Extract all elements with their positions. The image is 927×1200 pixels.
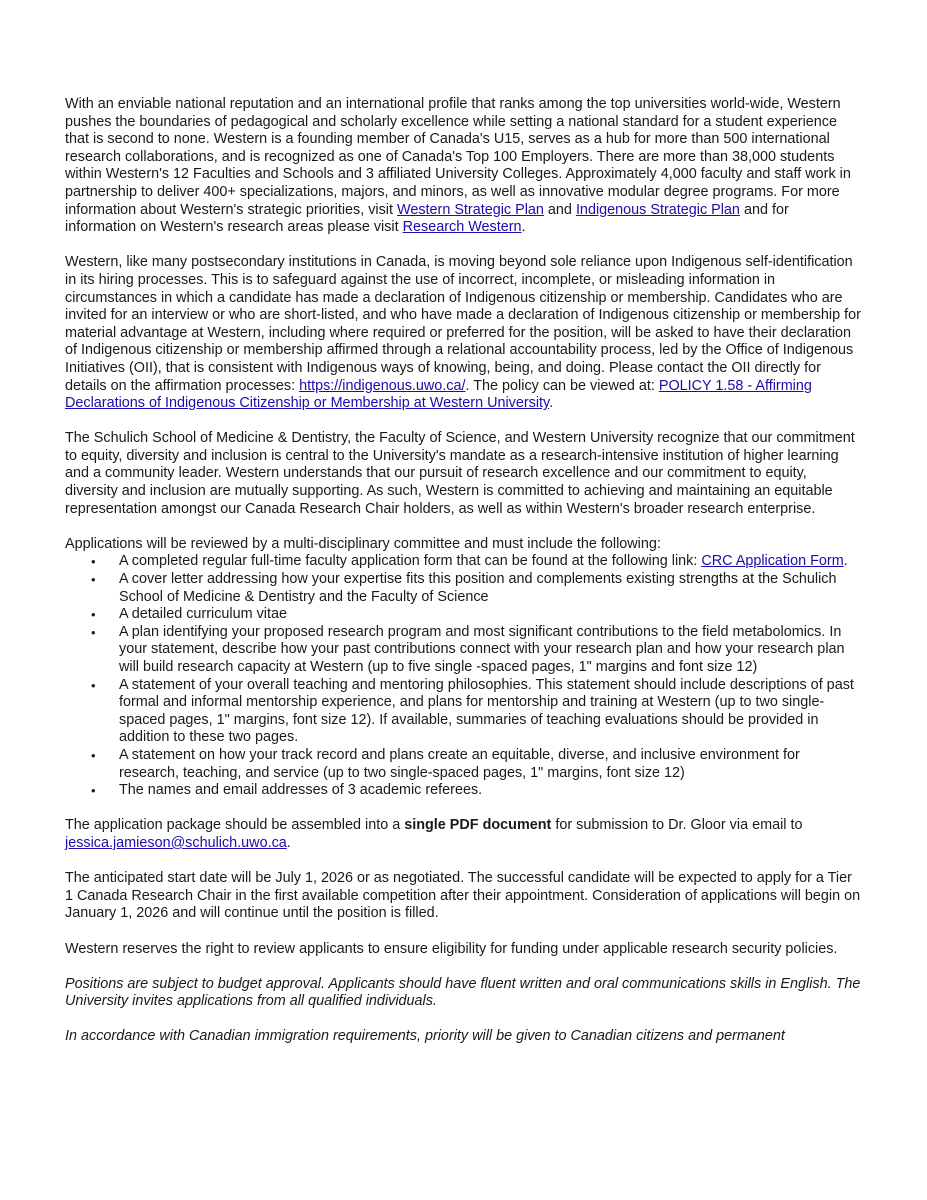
list-item — [65, 677, 862, 747]
bullet-icon: • — [91, 554, 96, 570]
list-item — [65, 782, 862, 800]
policy-1-58-link[interactable]: POLICY 1.58 - Affirming Declarations of Indigenous Citizenship or Membership at Western University — [65, 377, 812, 412]
list-item — [65, 747, 862, 782]
bullet-icon: • — [91, 607, 96, 623]
package-text: The application package should be assembled into a — [65, 817, 405, 834]
start-date-paragraph: The anticipated start date will be July 1, 2026 or as negotiated. The successful candidate will be expected to apply for a Tier 1 Canada Research Chair in the first available competition after their appointment. Consideration of applications will begin on January 1, 2026 and will continue until the position is filled. — [65, 870, 861, 922]
requirement-text: A plan identifying your proposed research program and most significant contributions to the field metabolomics. In your statement, describe how your past contributions connect with your research plan and how your research plan will build research capacity at Western (up to five single -spaced pages, 1" margins and font size 12) — [119, 623, 845, 675]
requirement-text: A detailed curriculum vitae — [119, 606, 287, 623]
affirmation-text-3: . — [549, 395, 554, 412]
requirement-text: A cover letter addressing how your expertise fits this position and complements existing strengths at the Schulich School of Medicine & Dentistry and the Faculty of Science — [119, 571, 837, 605]
overview-text-3: and for information on Western's research areas please visit — [65, 201, 789, 236]
list-item — [65, 624, 862, 677]
overview-text-4: . — [521, 219, 526, 236]
immigration-paragraph: In accordance with Canadian immigration requirements, priority will be given to Canadian citizens and permanent — [65, 1028, 785, 1045]
application-requirements-list — [65, 553, 862, 799]
requirement-text: A completed regular full-time faculty application form that can be found at the following link: — [119, 553, 702, 570]
indigenous-strategic-plan-link[interactable]: Indigenous Strategic Plan — [575, 201, 740, 218]
affirmation-text: Western, like many postsecondary institutions in Canada, is moving beyond sole reliance upon Indigenous self-identification in its hiring processes. This is to safeguard against the use of incorrect, incomplete, or misleading information in circumstances in which a candidate has made a declaration of Indigenous citizenship or membership. Candidates who are invited for an interview or who are short-listed, and who have made a declaration of Indigenous citizenship or membership for material advantage at Western, including where required or preferred for the position, will be asked to have their declaration of Indigenous citizenship or membership affirmed through a relational accountability process, led by the Office of Indigenous Initiatives (OII), that is consistent with Indigenous ways of knowing, being, and doing. Please contact the OII directly for details on the affirmation processes: — [65, 254, 861, 394]
affirmation-text-2: . The policy can be viewed at: — [465, 377, 659, 394]
research-security-paragraph: Western reserves the right to review applicants to ensure eligibility for funding under applicable research security policies. — [65, 940, 838, 957]
single-pdf-emphasis: single PDF document — [404, 817, 552, 834]
equity-paragraph: The Schulich School of Medicine & Dentistry, the Faculty of Science, and Western University recognize that our commitment to equity, diversity and inclusion is central to the University's mandate as a research-intensive institution of higher learning and a community leader. Western understands that our pursuit of research excellence and our commitment to equity, diversity and inclusion are mutually supporting. As such, Western is committed to achieving and maintaining an equitable representation amongst our Canada Research Chair holders, as well as within Western's broader research enterprise. — [65, 430, 855, 517]
list-item — [65, 571, 862, 606]
bullet-icon: • — [91, 624, 96, 640]
requirement-text: A statement on how your track record and plans create an equitable, diverse, and inclusive environment for research, teaching, and service (up to two single-spaced pages, 1" margins, font size 12) — [119, 746, 800, 781]
crc-application-form-link[interactable]: CRC Application Form — [701, 553, 844, 570]
document-body — [65, 96, 862, 1064]
requirement-text: A statement of your overall teaching and mentoring philosophies. This statement should include descriptions of past formal and informal mentorship experience, and plans for mentorship and training at Western (up to two single-spaced pages, 1" margins, font size 12). If available, summaries of teaching evaluations should be provided in addition to these two pages. — [119, 676, 854, 746]
research-western-link[interactable]: Research Western — [402, 219, 522, 236]
list-item — [65, 553, 862, 571]
bullet-icon: • — [91, 572, 96, 588]
contact-email-link[interactable]: jessica.jamieson@schulich.uwo.ca — [65, 834, 287, 851]
package-text-3: . — [286, 834, 291, 851]
indigenous-uwo-link[interactable]: https://indigenous.uwo.ca/ — [299, 377, 466, 394]
application-package-paragraph — [65, 817, 862, 852]
overview-text-2: and — [543, 201, 576, 218]
requirement-text-end: . — [843, 553, 848, 570]
budget-approval-paragraph: Positions are subject to budget approval. Applicants should have fluent written and oral communications skills in English. The University invites applications from all qualified individuals. — [65, 975, 861, 1010]
university-overview-paragraph — [65, 96, 862, 237]
overview-text: With an enviable national reputation and an international profile that ranks among the top universities world-wide, Western pushes the boundaries of pedagogical and scholarly excellence while setting a national standard for a student experience that is second to none. Western is a founding member of Canada's U15, serves as a hub for more than 500 international research collaborations, and is recognized as one of Canada's Top 100 Employers. There are more than 38,000 students within Western's 12 Faculties and Schools and 3 affiliated University Colleges. Approximately 4,000 faculty and staff work in partnership to deliver 400+ specializations, majors, and minors, as well as innovative modular degree programs. For more information about Western's strategic priorities, visit — [65, 96, 851, 218]
bullet-icon: • — [91, 783, 96, 799]
package-text-2: for submission to Dr. Gloor via email to — [551, 817, 803, 834]
indigenous-affirmation-paragraph — [65, 254, 862, 412]
applications-intro: Applications will be reviewed by a multi-disciplinary committee and must include the following: — [65, 535, 661, 552]
bullet-icon: • — [91, 747, 96, 763]
western-strategic-plan-link[interactable]: Western Strategic Plan — [397, 201, 544, 218]
list-item — [65, 606, 862, 624]
bullet-icon: • — [91, 677, 96, 693]
requirement-text: The names and email addresses of 3 academic referees. — [119, 782, 483, 799]
